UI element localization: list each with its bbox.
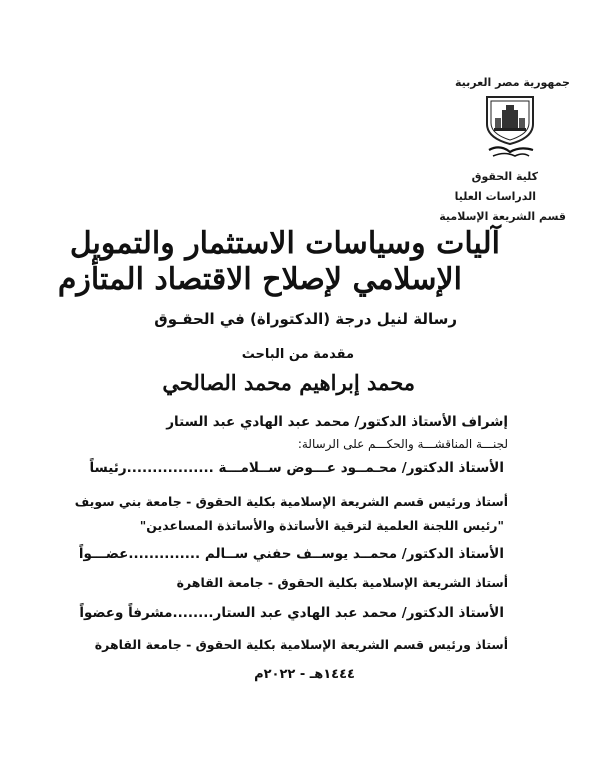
committee-label: لجنـــة المناقشـــة والحكـــم على الرسالة: <box>297 437 508 451</box>
committee-member-chair: الأستاذ الدكتور/ محـمــود عـــوض ســلامـــة .................رئيساً <box>89 460 504 476</box>
committee-member-chair-role: "رئيس اللجنة العلمية لترقية الأساتذة والأساتذة المساعدين" <box>139 518 504 533</box>
country-name: جمهورية مصر العربية <box>455 76 570 89</box>
degree-statement: رسالة لنيل درجة (الدكتوراة) في الحقـوق <box>154 310 457 328</box>
committee-member-supervisor-title: أستاذ ورئيس قسم الشريعة الإسلامية بكلية الحقوق - جامعة القاهرة <box>94 637 508 652</box>
thesis-title-line-1: آليات وسياسات الاستثمار والتمويل <box>69 226 500 261</box>
studies-name: الدراسات العليا <box>454 190 536 203</box>
document-date: ١٤٤٤هـ - ٢٠٢٢م <box>254 667 355 682</box>
department-name: قسم الشريعة الإسلامية <box>439 210 566 223</box>
author-name: محمد إبراهيم محمد الصالحي <box>162 370 415 395</box>
cairo-university-logo-icon <box>475 94 545 160</box>
supervisor-line: إشراف الأستاذ الدكتور/ محمد عبد الهادي عبد الستار <box>166 414 508 430</box>
committee-member-2: الأستاذ الدكتور/ محمــد يوســف حفني ســالم ..............عضـــواً <box>78 546 504 562</box>
faculty-name: كلية الحقوق <box>471 170 538 183</box>
thesis-title-line-2: الإسلامي لإصلاح الاقتصاد المتأزم <box>57 262 462 297</box>
committee-member-supervisor: الأستاذ الدكتور/ محمد عبد الهادي عبد الستار........مشرفاً وعضواً <box>79 605 504 621</box>
presented-by-label: مقدمة من الباحث <box>241 347 354 362</box>
committee-member-chair-title: أستاذ ورئيس قسم الشريعة الإسلامية بكلية الحقوق - جامعة بني سويف <box>74 494 508 509</box>
committee-member-2-title: أستاذ الشريعة الإسلامية بكلية الحقوق - جامعة القاهرة <box>176 575 508 590</box>
